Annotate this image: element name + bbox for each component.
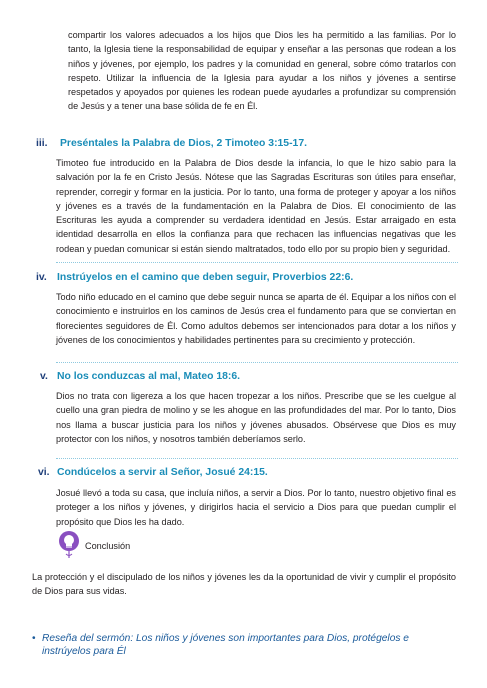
section-body-iv: Todo niño educado en el camino que debe seguir nunca se aparta de él. Equipar a los niños con el conocimiento e instruirlos en los caminos de Jesús crea el fundamento para que se conviertan en florecientes seguidores de Él. Como adultos debemos ser intencionados para dotar a los niños y jóvenes de los conocimientos y habilidades pertinentes para su crecimiento y protección. [56,292,456,345]
section-divider [56,362,458,363]
footer-note [32,632,452,659]
section-number: iii. [36,138,48,149]
section-body-iii: Timoteo fue introducido en la Palabra de Dios desde la infancia, lo que le hizo sabio para la salvación por la fe en Cristo Jesús. Nótese que las Sagradas Escrituras son útiles para enseñar, reprender, corregir y formar en la justicia. Por lo tanto, una forma de proteger y apoyar a los niños y jóvenes es a través de la fundamentación en la Palabra de Dios. El conocimiento de las Escrituras les ayuda a comprender su verdadera identidad en Jesús. Estar arraigado en esta identidad desarrolla en ellos la confianza para que rechacen las influencias negativas que les rodean y puedan comunicar si están siendo maltratados, todo ello por su propio bien y seguridad. [56,158,456,254]
section-number: iv. [36,272,47,283]
footer-text: Reseña del sermón: Los niños y jóvenes son importantes para Dios, protégelos e instrúyelos para Él [42,633,409,658]
section-body-v: Dios no trata con ligereza a los que hacen tropezar a los niños. Prescribe que se les cuelgue al cuello una gran piedra de molino y se les ahogue en las profundidades del mar. Por lo tanto, Dios nos llama a buscar justicia para los niños y jóvenes abusados. Obsérvese que Dios es muy protector con los niños, y nosotros también deberíamos serlo. [56,391,456,444]
section-body-vi: Josué llevó a toda su casa, que incluía niños, a servir a Dios. Por lo tanto, nuestro objetivo final es proteger a los niños y jóvenes, y dirigirlos hacia el servicio a Dios para que puedan cumplir el propósito que Dios les ha dado. [56,488,456,527]
intro-paragraph: compartir los valores adecuados a los hijos que Dios les ha permitido a las familias. Por lo tanto, la Iglesia tiene la responsabilidad de equipar y enseñar a las personas que rodean a los niños y jóvenes, por ejemplo, los padres y la comunidad en general, sobre cómo tratarlos con respeto. Utilizar la influencia de la Iglesia para ayudar a los niños y jóvenes a sentirse respetados y apoyados por quienes les rodean puede ayudarles a profundizar su comprensión de Jesús y a tener una base sólida de fe en Él. [68,30,456,112]
conclusion-label: Conclusión [85,541,131,551]
lightbulb-icon [58,531,80,559]
section-heading-v [40,370,240,384]
section-heading-iii [36,137,307,151]
section-title: Preséntales la Palabra de Dios, 2 Timoteo 3:15-17. [60,138,307,149]
section-divider [56,262,458,263]
section-title: Instrúyelos en el camino que deben seguir, Proverbios 22:6. [57,272,354,283]
footer-bullet: • [32,633,36,644]
section-heading-vi [38,466,268,480]
section-title: Condúcelos a servir al Señor, Josué 24:15. [57,467,268,478]
section-number: vi. [38,467,50,478]
section-number: v. [40,371,48,382]
section-heading-iv [36,271,353,285]
section-title: No los conduzcas al mal, Mateo 18:6. [57,371,241,382]
section-divider [56,458,458,459]
conclusion-text: La protección y el discipulado de los niños y jóvenes les da la oportunidad de vivir y cumplir el propósito de Dios para sus vidas. [32,572,456,597]
